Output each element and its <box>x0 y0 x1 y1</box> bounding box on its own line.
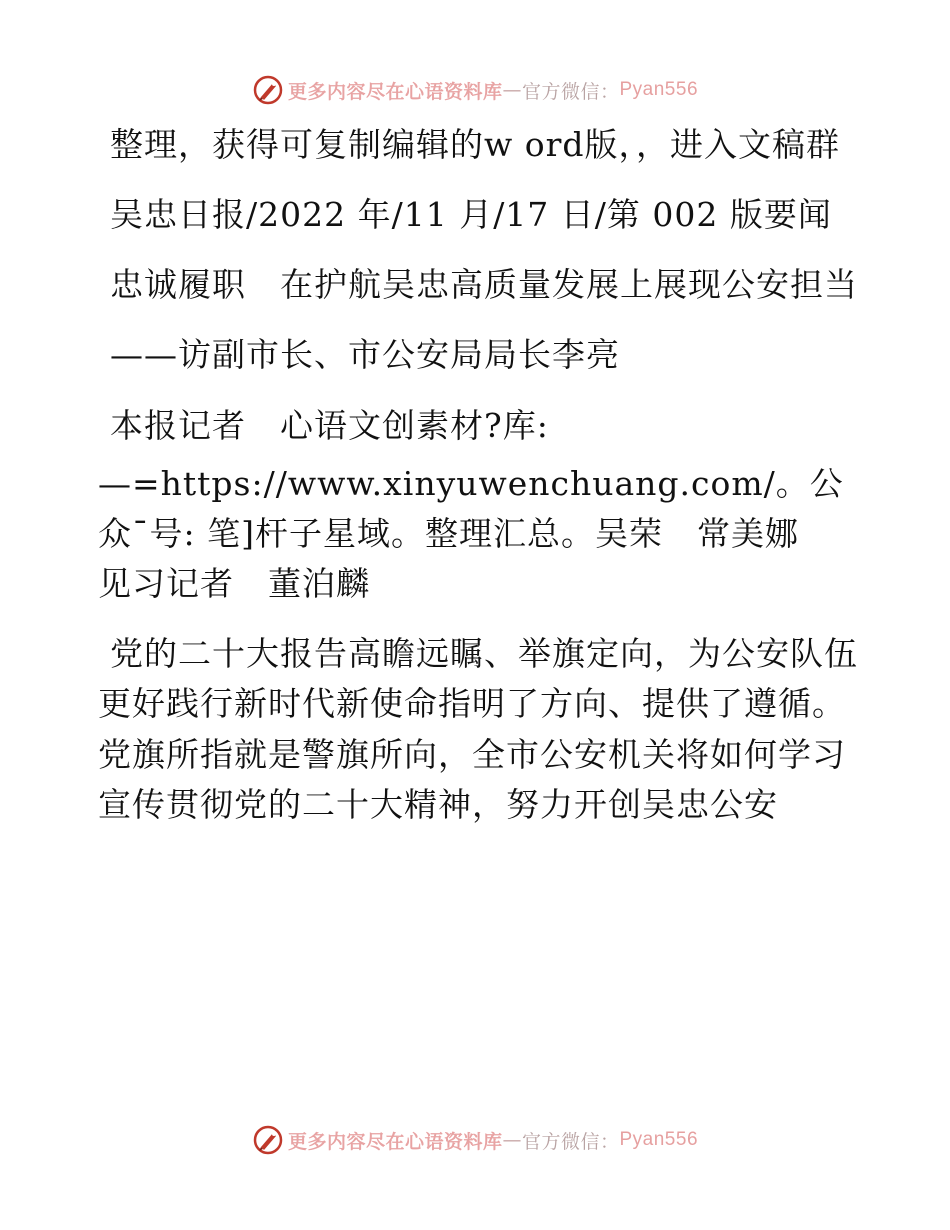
article-subtitle: ——访副市长、市公安局局长李亮 <box>110 335 620 375</box>
banner-wechat-id: Pyan556 <box>619 1129 699 1150</box>
reporter-line: 本报记者 心语文创素材?库: <box>110 405 549 445</box>
footer-watermark-banner <box>0 1120 950 1160</box>
document-body <box>98 120 858 850</box>
reporter-details: —=https://www.xinyuwenchuang.com/。公众¯号: 笔]杆子星域。整理汇总。吴荣 常美娜 见习记者 董泊麟 <box>98 463 844 604</box>
article-title: 忠诚履职 在护航吴忠高质量发展上展现公安担当 <box>110 265 858 305</box>
header-watermark-banner <box>0 70 950 110</box>
banner-main-text: 更多内容尽在心语资料库 <box>287 1130 503 1153</box>
banner-separator: — <box>502 79 522 101</box>
intro-paragraph: 整理，获得可复制编辑的w ord版，，进入文稿群 <box>110 125 841 164</box>
banner-separator: — <box>502 1129 522 1151</box>
banner-wechat-label: 官方微信： <box>521 1130 620 1153</box>
source-line: 吴忠日报/2022 年/11 月/17 日/第 002 版要闻 <box>110 195 832 235</box>
pen-logo-icon <box>252 1124 284 1156</box>
banner-main-text: 更多内容尽在心语资料库 <box>287 80 503 103</box>
banner-wechat-id: Pyan556 <box>619 79 699 100</box>
body-paragraph: 党的二十大报告高瞻远瞩、举旗定向，为公安队伍更好践行新时代新使命指明了方向、提供了遵循。党旗所指就是警旗所向，全市公安机关将如何学习宣传贯彻党的二十大精神，努力开创吴忠公安 <box>98 634 858 824</box>
banner-wechat-label: 官方微信： <box>521 80 620 103</box>
pen-logo-icon <box>252 74 284 106</box>
